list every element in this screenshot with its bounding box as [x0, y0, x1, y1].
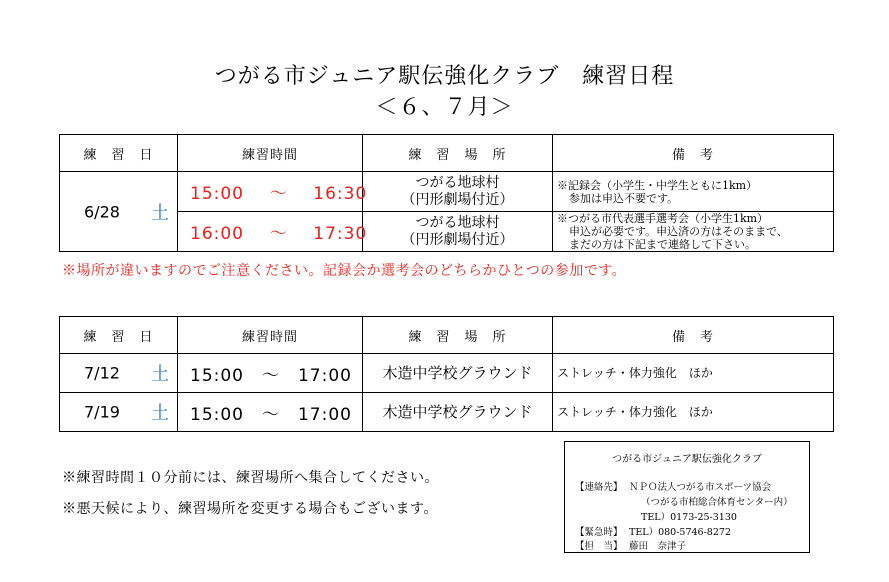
date-text: 6/28 — [84, 202, 120, 221]
emergency-line — [575, 524, 731, 538]
date-cell — [60, 172, 178, 252]
date-cell — [60, 354, 178, 393]
contact-label: 【連絡先】 — [575, 482, 623, 493]
header-time: 練習時間 — [178, 317, 363, 354]
header-date: 練 習 日 — [60, 135, 178, 172]
date-text: 7/19 — [84, 402, 120, 422]
time-tilde: 〜 — [269, 224, 288, 244]
header-date: 練 習 日 — [60, 317, 178, 354]
place-name: つがる地球村 — [415, 174, 500, 191]
contact-box — [564, 441, 810, 553]
person-label: 【担 当】 — [575, 541, 623, 552]
time-cell — [178, 172, 368, 212]
note-cell: ストレッチ・体力強化 ほか — [553, 393, 834, 432]
header-place: 練 習 場 所 — [363, 317, 553, 354]
june-schedule-table — [59, 134, 834, 252]
header-time: 練習時間 — [178, 135, 363, 172]
time-tilde: 〜 — [269, 184, 288, 204]
contact-line — [575, 479, 771, 493]
footer-note-arrival: ※練習時間１０分前には、練習場所へ集合してください。 — [62, 470, 439, 486]
note-line: 申込が必要です。申込済の方はそのままで、 — [569, 225, 788, 238]
note-cell — [553, 212, 834, 252]
date-text: 7/12 — [84, 363, 120, 383]
time-start: 16:00 — [190, 224, 244, 244]
person-name: 藤田 奈津子 — [629, 541, 687, 552]
time-end: 17:30 — [313, 224, 368, 244]
time-cell: 15:00 〜 17:00 — [178, 354, 363, 393]
place-cell — [363, 212, 553, 252]
header-note: 備 考 — [553, 317, 834, 354]
emergency-label: 【緊急時】 — [575, 527, 623, 538]
contact-org-sub: （つがる市柏総合体育センター内） — [641, 497, 793, 508]
note-line: ※記録会（小学生・中学生ともに1km） — [557, 178, 758, 192]
location-warning-notice: ※場所が違いますのでご注意ください。記録会か選考会のどちらかひとつの参加です。 — [62, 263, 627, 279]
place-cell: 木造中学校グラウンド — [363, 354, 553, 393]
date-cell — [60, 393, 178, 432]
weekday-text: 土 — [151, 364, 169, 385]
contact-tel: TEL）0173-25-3130 — [641, 512, 737, 523]
place-cell: 木造中学校グラウンド — [363, 393, 553, 432]
page-subtitle-period: ＜６、７月＞ — [375, 95, 514, 120]
table-row — [60, 393, 834, 432]
note-cell: ストレッチ・体力強化 ほか — [553, 354, 834, 393]
note-line: 参加は申込不要です。 — [569, 191, 679, 205]
place-name: つがる地球村 — [415, 214, 500, 231]
emergency-tel: TEL）080-5746-8272 — [629, 527, 731, 538]
table-row — [60, 172, 834, 212]
weekday-text: 土 — [151, 403, 169, 424]
contact-org: ＮＰＯ法人つがる市スポーツ協会 — [629, 482, 772, 493]
place-detail: （円形劇場付近） — [401, 231, 514, 248]
note-cell — [553, 172, 834, 212]
footer-note-weather: ※悪天候により、練習場所を変更する場合もございます。 — [62, 501, 438, 517]
place-detail: （円形劇場付近） — [401, 191, 514, 208]
place-cell — [363, 172, 553, 212]
page-title: つがる市ジュニア駅伝強化クラブ 練習日程 — [214, 64, 675, 89]
header-place: 練 習 場 所 — [363, 135, 553, 172]
note-line: ※つがる市代表選手選考会（小学生1km） — [557, 212, 769, 225]
weekday-text: 土 — [151, 202, 169, 224]
table-row — [60, 354, 834, 393]
header-note: 備 考 — [553, 135, 834, 172]
note-line: まだの方は下記まで連絡して下さい。 — [569, 238, 756, 251]
table-header-row — [60, 135, 834, 172]
time-cell: 15:00 〜 17:00 — [178, 393, 363, 432]
july-schedule-table — [59, 316, 834, 432]
table-header-row — [60, 317, 834, 354]
contact-heading: つがる市ジュニア駅伝強化クラブ — [612, 454, 762, 465]
time-end: 16:30 — [313, 184, 368, 204]
time-cell — [178, 212, 368, 252]
time-start: 15:00 — [190, 184, 244, 204]
person-line — [575, 538, 686, 552]
